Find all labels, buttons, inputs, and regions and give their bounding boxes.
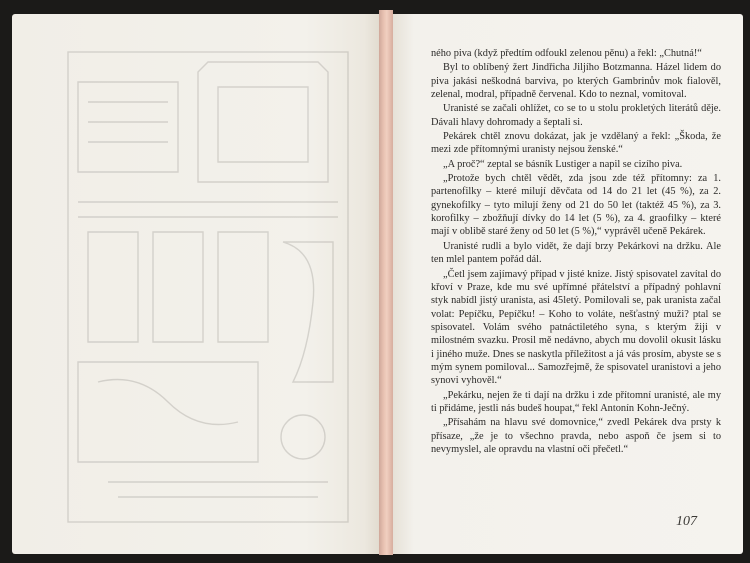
paragraph: „Pekárku, nejen že ti dají na držku i zde přítomní uranisté, ale my ti přidáme, jestli nás budeš houpat,“ řekl Antonín Kohn-Ječný. [431,389,721,414]
paragraph: Byl to oblíbený žert Jindřicha Jiljího Botzmanna. Házel lidem do piva jakási neškodná barviva, po kterých Gambrinův mok fialověl, zelenal, modral, případně červenal. Kdo to neznal, vomitoval. [431,62,721,101]
paragraph: „Přísahám na hlavu své domovnice,“ zvedl Pekárek dva prsty k přísaze, „že je to všechno pravda, nebo aspoň če jsem si to nevymyslel, ale opravdu na vlastní oči přečetl.“ [431,417,721,455]
paragraph: Pekárek chtěl znovu dokázat, jak je vzdělaný a řekl: „Škoda, že mezi zde přítomnými uranisty nejsou ženské.“ [431,131,721,156]
show-through-illustration [58,42,358,537]
book-spine [379,10,393,555]
left-page [12,14,379,554]
paragraph: ného piva (když předtím odfoukl zelenou pěnu) a řekl: „Chutná!“ [431,48,702,59]
paragraph: „A proč?“ zeptal se básník Lustiger a napil se cizího piva. [443,158,683,170]
paragraph: „Protože bych chtěl vědět, zda jsou zde též přítomny: za 1. partenofilky – které milují děvčata od 14 do 21 let (45 %), za 2. gynekofilky – tyto milují ženy od 21 do 50 let (taktéž 45 %), za 3. korofilky – zbožňují dívky do 14 let (5 %), za 4. graofilky – které mají v oblibě staré ženy od 50 let (5 %),“ vyprávěl učeně Pekárek. [431,173,721,238]
page-number: 107 [676,514,697,529]
body-text [431,47,721,457]
book-spread [8,10,744,555]
right-page [393,14,743,554]
paragraph: Uranisté se začali ohlížet, co se to u stolu prokletých literátů děje. Dávali hlavy dohromady a šeptali si. [431,103,721,128]
paragraph: „Četl jsem zajímavý případ v jisté knize. Jistý spisovatel zavítal do křoví v Praze, kde mu své upřímné přátelství a případný pohlavní styk nabídl jistý uranista, asi 45letý. Pomilovali se, pak uranista začal volat: Pepíčku, Pepíčku! – Koho to voláte, nešťastný muži? ptal se spisovatel. Volám svého patnáctiletého syna, s kterým žiji v milostném svazku. Prosil mě nedávno, abych mu dovolil okusit lásku i jiného muže. Dnes se naskytla příležitost a já vás prosím, abyste se s mým synem pomiloval... Samozřejmě, že spisovatel uranistovi a jeho synovi vyhověl.“ [431,268,721,387]
paragraph: Uranisté rudli a bylo vidět, že dají brzy Pekárkovi na držku. Ale ten mlel pantem pořád dál. [431,240,721,266]
